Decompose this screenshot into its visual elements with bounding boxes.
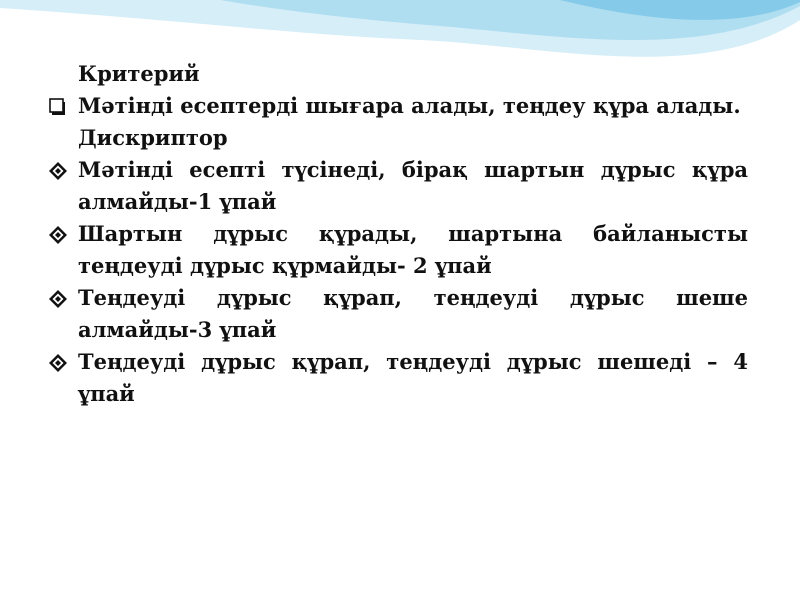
slide-content — [48, 58, 748, 410]
descriptor-item-text: Шартын дұрыс құрады, шартына байланысты теңдеуді дұрыс құрмайды- 2 ұпай — [78, 221, 748, 278]
checkbox-icon — [48, 97, 68, 117]
criteria-item-text: Мәтінді есептерді шығара алады, теңдеу құра алады. — [78, 93, 741, 118]
diamond-bullet-icon — [48, 289, 68, 309]
descriptor-item-text: Теңдеуді дұрыс құрап, теңдеуді дұрыс шешеді – 4 ұпай — [78, 349, 748, 406]
descriptor-item-text: Теңдеуді дұрыс құрап, теңдеуді дұрыс шеше алмайды-3 ұпай — [78, 285, 748, 342]
criteria-heading: Критерий — [78, 61, 200, 86]
criteria-item — [48, 90, 748, 122]
descriptor-item — [48, 346, 748, 410]
diamond-bullet-icon — [48, 353, 68, 373]
descriptor-item — [48, 154, 748, 218]
diamond-bullet-icon — [48, 225, 68, 245]
descriptor-item-text: Мәтінді есепті түсінеді, бірақ шартын дұрыс құра алмайды-1 ұпай — [78, 157, 748, 214]
descriptor-heading: Дискриптор — [78, 125, 228, 150]
descriptor-item — [48, 282, 748, 346]
diamond-bullet-icon — [48, 161, 68, 181]
descriptor-item — [48, 218, 748, 282]
